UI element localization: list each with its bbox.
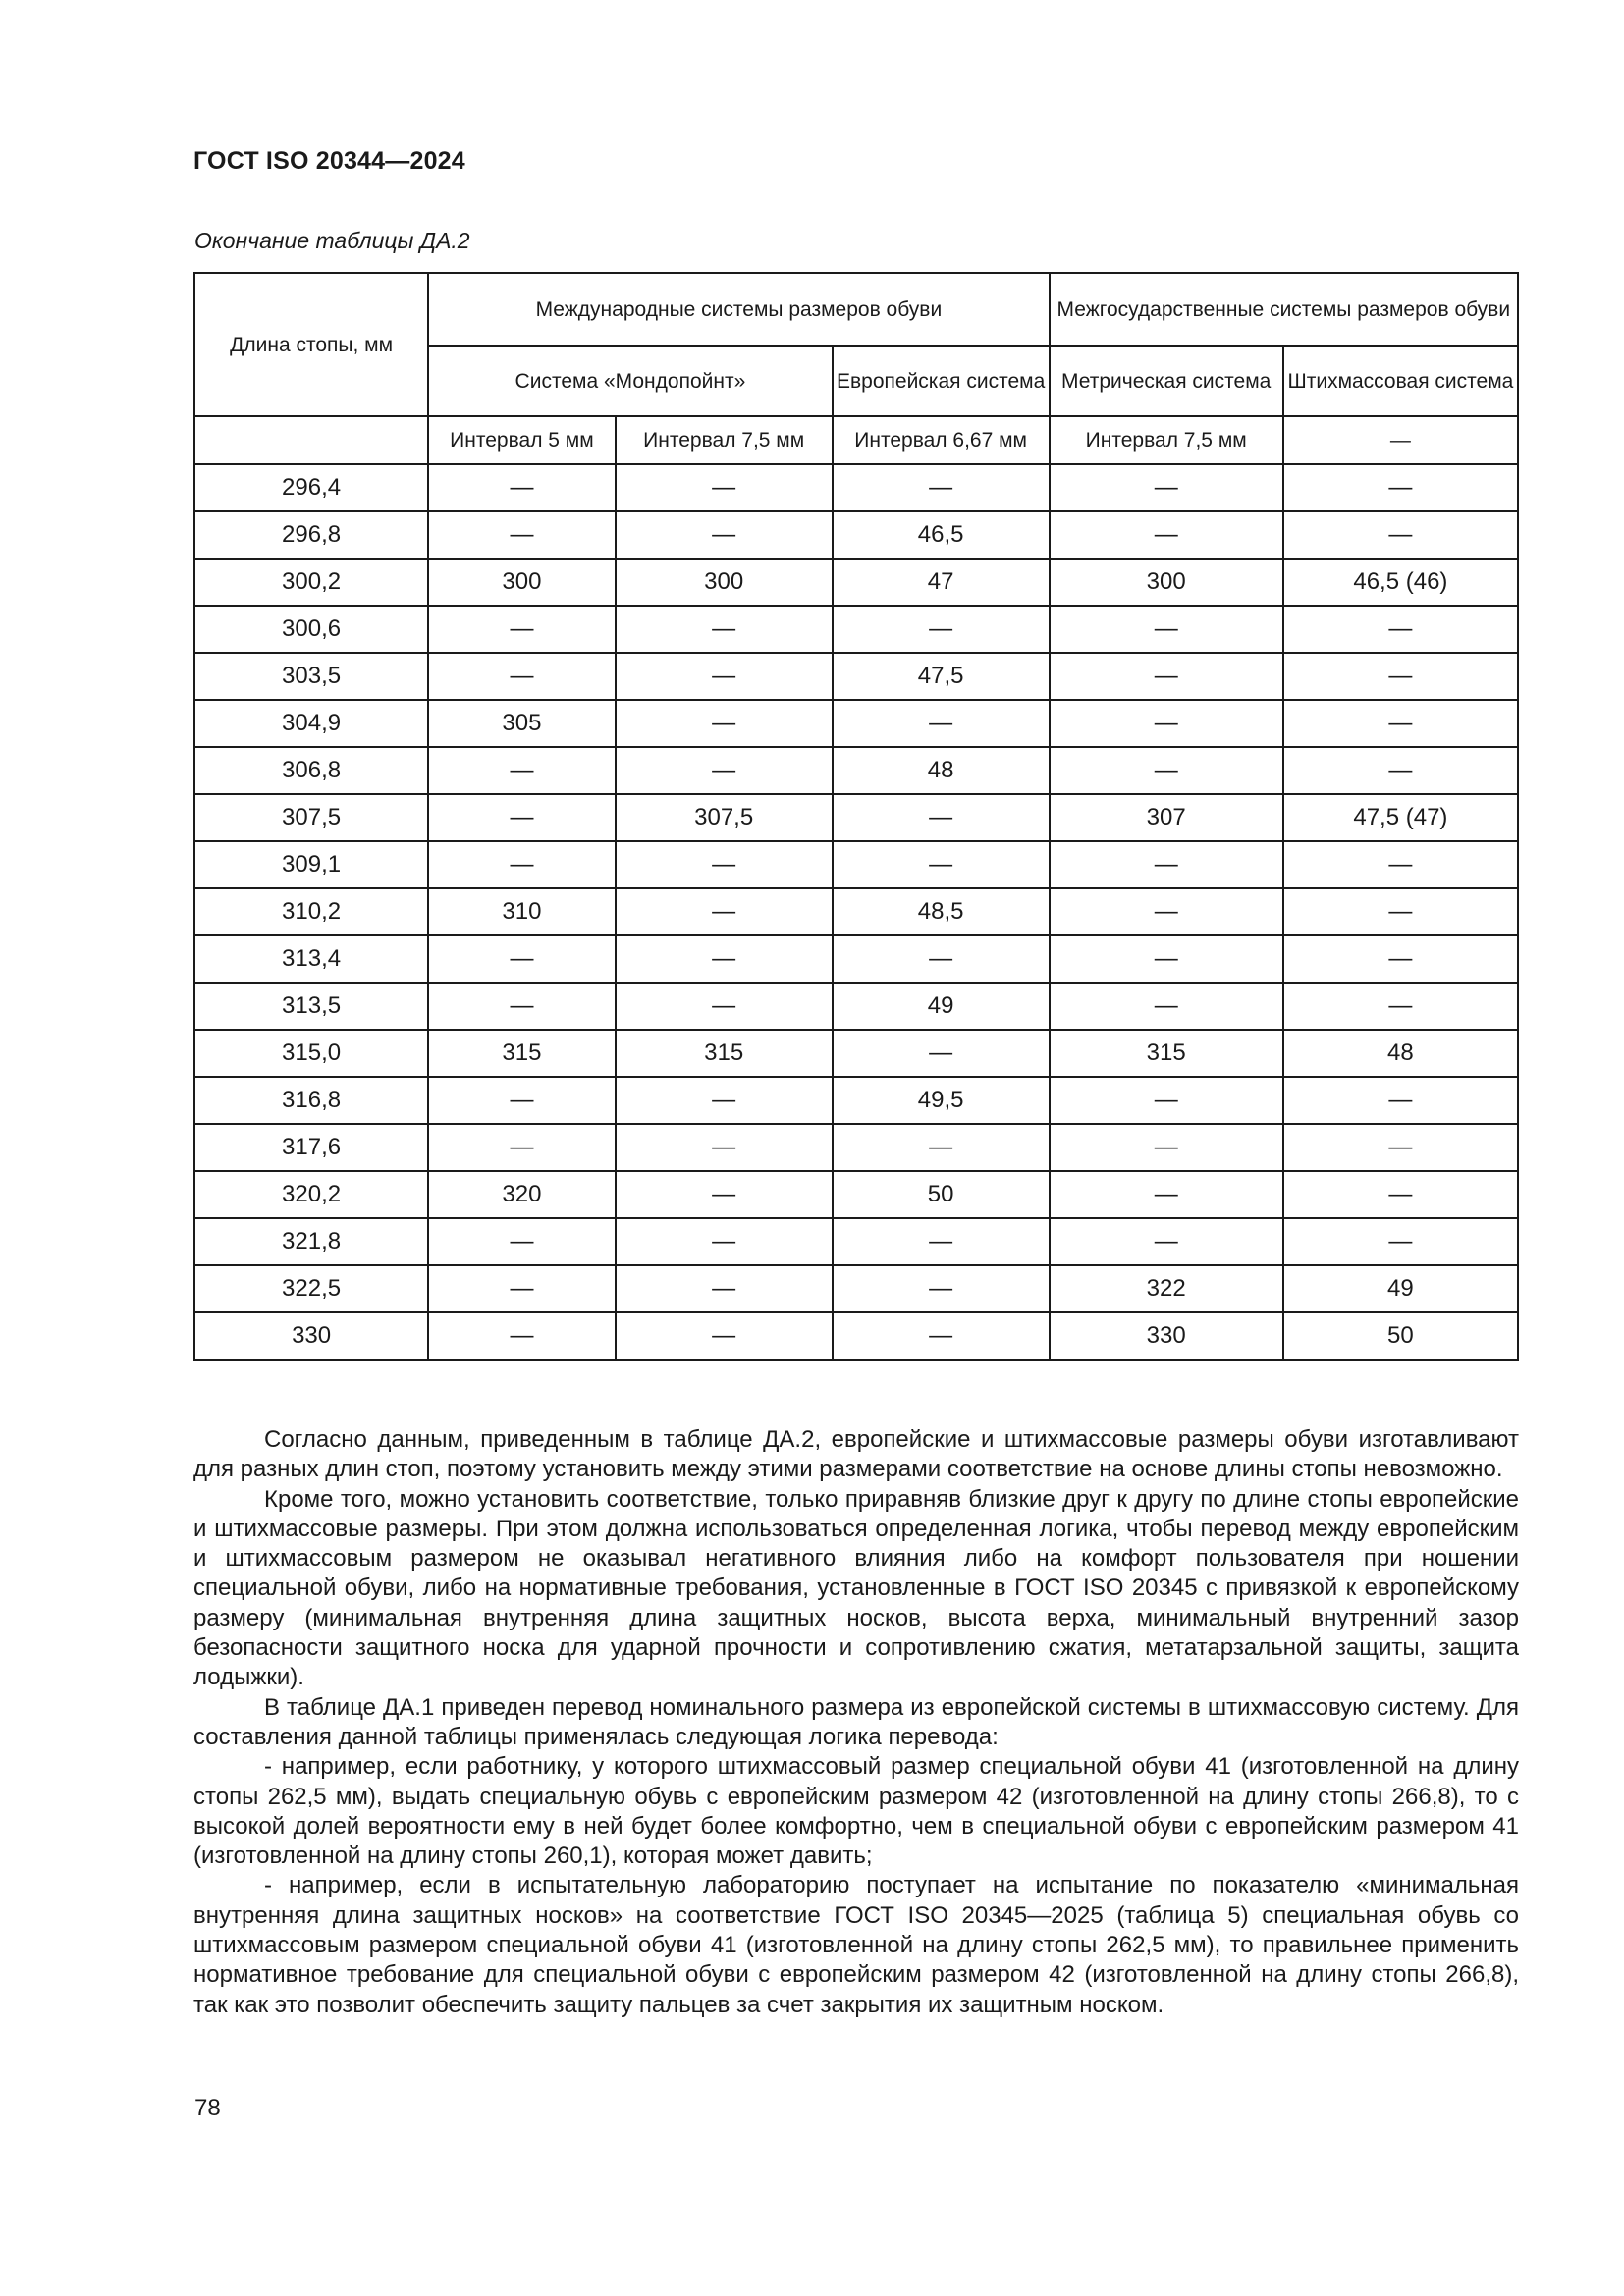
table-row	[194, 1218, 1518, 1265]
table-cell: 307,5	[616, 794, 833, 841]
table-cell: —	[616, 1171, 833, 1218]
body-paragraph: - например, если работнику, у которого штихмассовый размер специальной обуви 41 (изготовленной на длину стопы 262,5 мм), выдать специальную обувь с европейским размером 42 (изготовленной на длину стопы 266,8), то с высокой долей вероятности ему в ней будет более комфортно, чем в специальной обуви с европейским размером 41 (изготовленной на длину стопы 260,1), которая может давить;	[193, 1753, 1519, 1870]
table-row	[194, 1030, 1518, 1077]
table-cell: —	[1050, 464, 1283, 511]
table-cell: —	[1050, 747, 1283, 794]
table-cell: —	[616, 747, 833, 794]
table-cell: 307,5	[194, 794, 428, 841]
table-cell: 49	[833, 983, 1050, 1030]
table-cell: 300	[428, 559, 616, 606]
table-row	[194, 700, 1518, 747]
table-cell: —	[833, 794, 1050, 841]
table-cell: —	[428, 983, 616, 1030]
table-cell: —	[428, 841, 616, 888]
table-cell: —	[1283, 1218, 1518, 1265]
table-cell: 49	[1283, 1265, 1518, 1312]
table-cell: 300	[1050, 559, 1283, 606]
table-cell: 330	[1050, 1312, 1283, 1360]
table-cell: 313,4	[194, 935, 428, 983]
table-cell: —	[428, 1077, 616, 1124]
table-cell: —	[1283, 1171, 1518, 1218]
table-cell: —	[616, 841, 833, 888]
table-cell: —	[428, 794, 616, 841]
body-paragraph: - например, если в испытательную лабораторию поступает на испытание по показателю «минимальная внутренняя длина защитных носков» на соответствие ГОСТ ISO 20345—2025 (таблица 5) специальная обувь со штихмассовым размером специальной обуви 41 (изготовленной на длину стопы 262,5 мм), то правильнее применить нормативное требование для специальной обуви с европейским размером 42 (изготовленной на длину стопы 266,8), так как это позволит обеспечить защиту пальцев за счет закрытия их защитным носком.	[193, 1872, 1519, 2018]
table-row	[194, 1171, 1518, 1218]
table-cell: 296,8	[194, 511, 428, 559]
table-cell: 304,9	[194, 700, 428, 747]
table-cell: —	[833, 935, 1050, 983]
table-cell: —	[1283, 747, 1518, 794]
table-cell: —	[1283, 511, 1518, 559]
table-cell: —	[833, 606, 1050, 653]
table-row	[194, 841, 1518, 888]
table-row	[194, 653, 1518, 700]
table-cell: —	[1283, 935, 1518, 983]
table-cell: 316,8	[194, 1077, 428, 1124]
table-cell: —	[616, 1312, 833, 1360]
table-cell: —	[616, 700, 833, 747]
table-row	[194, 606, 1518, 653]
table-cell: 315	[616, 1030, 833, 1077]
table-cell: —	[428, 1124, 616, 1171]
table-cell: 310,2	[194, 888, 428, 935]
header-mondopoint-system: Система «Мондопойнт»	[428, 346, 832, 416]
page-number: 78	[194, 2095, 221, 2121]
table-cell: —	[428, 653, 616, 700]
table-cell: —	[616, 511, 833, 559]
table-cell: 49,5	[833, 1077, 1050, 1124]
table-cell: —	[1050, 653, 1283, 700]
document-title: ГОСТ ISO 20344—2024	[193, 147, 465, 175]
table-cell: 48	[833, 747, 1050, 794]
table-cell: 300,2	[194, 559, 428, 606]
header-interval-metric: Интервал 7,5 мм	[1050, 416, 1283, 464]
table-cell: —	[1283, 841, 1518, 888]
table-caption: Окончание таблицы ДА.2	[194, 228, 470, 253]
table-cell: —	[1050, 841, 1283, 888]
table-cell: 48,5	[833, 888, 1050, 935]
table-row	[194, 1124, 1518, 1171]
header-foot-length: Длина стопы, мм	[194, 273, 428, 416]
header-interval-5: Интервал 5 мм	[428, 416, 616, 464]
table-row	[194, 794, 1518, 841]
body-paragraph: Согласно данным, приведенным в таблице ДА.2, европейские и штихмассовые размеры обуви изготавливают для разных длин стоп, поэтому установить между этими размерами соответствие на основе длины стопы невозможно.	[193, 1426, 1519, 1483]
header-interval-6-67: Интервал 6,67 мм	[833, 416, 1050, 464]
table-cell: 315,0	[194, 1030, 428, 1077]
table-cell: —	[833, 1218, 1050, 1265]
header-interval-7-5: Интервал 7,5 мм	[616, 416, 833, 464]
table-cell: —	[1283, 606, 1518, 653]
table-cell: —	[1050, 1171, 1283, 1218]
table-cell: 300,6	[194, 606, 428, 653]
table-cell: 306,8	[194, 747, 428, 794]
table-cell: 296,4	[194, 464, 428, 511]
table-row	[194, 1265, 1518, 1312]
table-cell: —	[1050, 606, 1283, 653]
table-cell: 309,1	[194, 841, 428, 888]
table-cell: 47,5	[833, 653, 1050, 700]
table-cell: —	[1050, 1077, 1283, 1124]
table-body	[194, 464, 1518, 1360]
table-row	[194, 1312, 1518, 1360]
table-cell: 322,5	[194, 1265, 428, 1312]
table-cell: 320,2	[194, 1171, 428, 1218]
table-cell: —	[1050, 888, 1283, 935]
table-cell: —	[1050, 983, 1283, 1030]
table-cell: —	[833, 1124, 1050, 1171]
table-cell: 322	[1050, 1265, 1283, 1312]
header-international-systems: Международные системы размеров обуви	[428, 273, 1049, 346]
body-paragraph: В таблице ДА.1 приведен перевод номинального размера из европейской системы в штихмассовую систему. Для составления данной таблицы применялась следующая логика перевода:	[193, 1693, 1519, 1750]
table-cell: —	[1283, 888, 1518, 935]
table-cell: —	[1050, 511, 1283, 559]
table-cell: 303,5	[194, 653, 428, 700]
table-cell: —	[1283, 1077, 1518, 1124]
table-cell: —	[1283, 700, 1518, 747]
table-cell: 47	[833, 559, 1050, 606]
shoe-size-table	[193, 272, 1519, 1361]
table-cell: —	[616, 935, 833, 983]
table-cell: —	[833, 464, 1050, 511]
table-cell: 307	[1050, 794, 1283, 841]
table-cell: —	[616, 1218, 833, 1265]
header-stitch-system: Штихмассовая система	[1283, 346, 1518, 416]
table-cell: 320	[428, 1171, 616, 1218]
table-cell: —	[1050, 935, 1283, 983]
table-row	[194, 559, 1518, 606]
table-cell: 47,5 (47)	[1283, 794, 1518, 841]
table-cell: —	[616, 1124, 833, 1171]
table-cell: —	[833, 1312, 1050, 1360]
table-cell: —	[1283, 983, 1518, 1030]
header-interval-stitch: —	[1283, 416, 1518, 464]
header-metric-system: Метрическая система	[1050, 346, 1283, 416]
table-cell: —	[833, 1030, 1050, 1077]
table-cell: 46,5 (46)	[1283, 559, 1518, 606]
table-cell: 50	[833, 1171, 1050, 1218]
table-cell: 310	[428, 888, 616, 935]
table-cell: —	[1050, 1124, 1283, 1171]
table-cell: 313,5	[194, 983, 428, 1030]
table-cell: —	[1283, 1124, 1518, 1171]
body-text	[193, 1425, 1519, 2020]
table-row	[194, 983, 1518, 1030]
table-cell: 330	[194, 1312, 428, 1360]
table-cell: 315	[1050, 1030, 1283, 1077]
table-cell: —	[833, 841, 1050, 888]
table-cell: —	[1050, 700, 1283, 747]
table-cell: —	[428, 1265, 616, 1312]
table-cell: 315	[428, 1030, 616, 1077]
table-cell: —	[428, 464, 616, 511]
table-cell: —	[428, 747, 616, 794]
table-cell: —	[616, 464, 833, 511]
table-cell: —	[428, 1312, 616, 1360]
table-cell: —	[1283, 464, 1518, 511]
table-row	[194, 888, 1518, 935]
table-cell: 321,8	[194, 1218, 428, 1265]
header-european-system: Европейская система	[833, 346, 1050, 416]
table-cell: —	[833, 1265, 1050, 1312]
table-cell: 50	[1283, 1312, 1518, 1360]
table-row	[194, 511, 1518, 559]
table-row	[194, 935, 1518, 983]
table-cell: 46,5	[833, 511, 1050, 559]
header-blank-cell	[194, 416, 428, 464]
table-cell: —	[616, 1077, 833, 1124]
table-cell: 48	[1283, 1030, 1518, 1077]
table-row	[194, 464, 1518, 511]
table-cell: —	[616, 606, 833, 653]
table-cell: 305	[428, 700, 616, 747]
table-cell: —	[428, 1218, 616, 1265]
table-cell: —	[616, 1265, 833, 1312]
table-cell: 317,6	[194, 1124, 428, 1171]
header-interstate-systems: Межгосударственные системы размеров обуви	[1050, 273, 1518, 346]
table-cell: —	[428, 935, 616, 983]
table-cell: —	[428, 511, 616, 559]
body-paragraph: Кроме того, можно установить соответствие, только приравняв близкие друг к другу по длине стопы европейские и штихмассовые размеры. При этом должна использоваться определенная логика, чтобы перевод между европейским и штихмассовым размером не оказывал негативного влияния либо на комфорт пользователя при ношении специальной обуви, либо на нормативные требования, установленные в ГОСТ ISO 20345 с привязкой к европейскому размеру (минимальная внутренняя длина защитных носков, высота верха, минимальный внутренний зазор безопасности защитного носка для ударной прочности и сопротивлению сжатия, метатарзальной защиты, защита лодыжки).	[193, 1485, 1519, 1691]
table-cell: —	[428, 606, 616, 653]
table-cell: —	[1050, 1218, 1283, 1265]
table-cell: —	[616, 888, 833, 935]
table-row	[194, 747, 1518, 794]
table-cell: —	[833, 700, 1050, 747]
table-cell: —	[616, 983, 833, 1030]
table-row	[194, 1077, 1518, 1124]
table-cell: 300	[616, 559, 833, 606]
table-cell: —	[616, 653, 833, 700]
table-cell: —	[1283, 653, 1518, 700]
